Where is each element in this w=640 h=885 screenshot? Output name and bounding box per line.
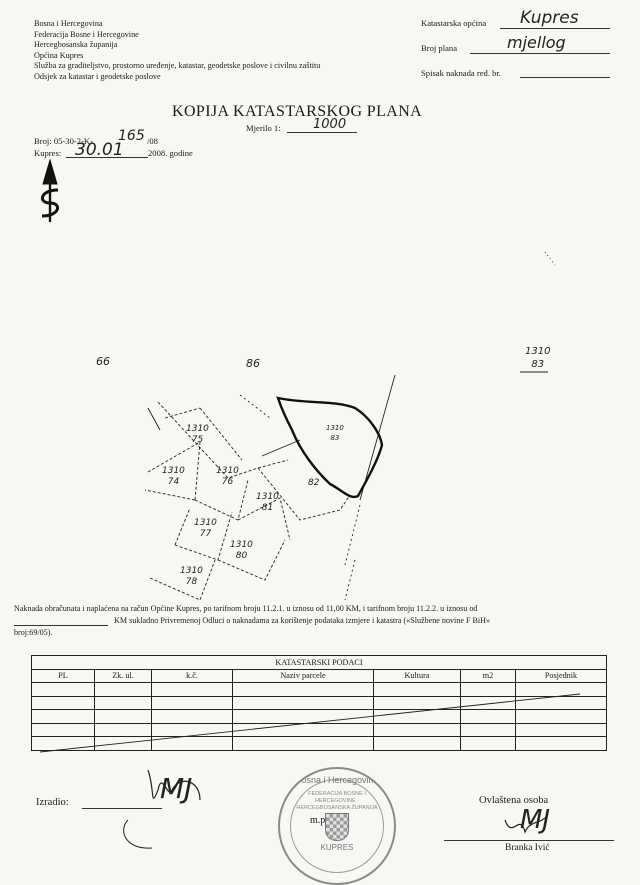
header-line-canton: Hercegbosanska županija: [34, 40, 118, 50]
fee-note-line2-row: [14, 615, 630, 627]
parcel-1310-81: [256, 492, 279, 514]
stamp-top-text: Bosna i Hercegovina: [295, 775, 379, 785]
parcel-number: 1310: [326, 424, 344, 432]
fee-amount-line: [14, 625, 108, 626]
parcel-sub-number: 81: [261, 503, 274, 513]
broj-plana-value: mjellog: [507, 33, 566, 52]
parcel-sub-number: 76: [221, 477, 234, 487]
legend-fraction-num: 1310: [525, 346, 551, 357]
parcel-1310-80: [230, 540, 253, 562]
parcel-number: 1310: [180, 566, 203, 576]
spisak-naknada-label: Spisak naknada red. br.: [421, 68, 501, 78]
parcel-number: 1310: [194, 518, 217, 528]
fee-note-line3: broj:69/05).: [14, 628, 53, 637]
table-row: [32, 737, 607, 751]
parcel-sub-number: 78: [185, 577, 198, 587]
cadastral-data-table: [31, 655, 607, 751]
katastarska-opcina-label: Katastarska općina: [421, 18, 487, 28]
col-pl: PL: [32, 669, 95, 683]
kupres-label: Kupres:: [34, 148, 62, 158]
parcel-number: 1310: [256, 492, 279, 502]
parcel-1310-78: [180, 566, 203, 588]
parcel-1310-75: [186, 424, 209, 446]
parcel-82: 82: [308, 478, 320, 488]
mjerilo-value: 1000: [313, 117, 347, 132]
broj-prefix: Broj: 05-30-2-K-: [34, 136, 93, 146]
highlighted-parcel-outline: [278, 398, 382, 497]
col-posjednik: Posjednik: [516, 669, 607, 683]
coat-of-arms-icon: [325, 813, 349, 841]
izradio-signature-tail: [124, 820, 152, 848]
table-row: [32, 683, 607, 697]
header-line-federation: Federacija Bosne i Hercegovine: [34, 29, 139, 39]
parcel-sub-number: 80: [235, 551, 248, 561]
fee-note-line2: KM sukladno Privremenoj Odluci o naknadama za korištenje podataka izmjere i katastra («Službene novine F BiH»: [114, 616, 491, 625]
broj-value: 165: [118, 128, 145, 144]
ovlastena-signature: MJ: [520, 805, 551, 835]
mp-label: m.p: [310, 815, 326, 826]
legend-fraction-sub: 83: [531, 359, 545, 370]
parcel-1310-77: [194, 518, 217, 540]
parcel-sub-number: 77: [199, 529, 212, 539]
parcel-number: 1310: [162, 466, 185, 476]
ovlastena-label: Ovlaštena osoba: [479, 795, 549, 806]
signer-name: Branka Ivić: [505, 843, 550, 853]
broj-plana-label: Broj plana: [421, 43, 458, 53]
parcel-sub-number: 75: [191, 435, 204, 445]
izradio-label: Izradio:: [36, 797, 69, 808]
legend-fraction: [525, 345, 550, 371]
parcel-number: 1310: [216, 466, 239, 476]
table-row: [32, 723, 607, 737]
col-kc: k.č.: [152, 669, 233, 683]
parcel-number: 1310: [186, 424, 209, 434]
table-header-row: [32, 669, 607, 683]
stamp-center-text: KUPRES: [320, 843, 354, 852]
mjerilo-label: Mjerilo 1:: [246, 123, 281, 133]
map-label-86: 86: [246, 357, 260, 370]
header-line-department: Odsjek za katastar i geodetske poslove: [34, 71, 161, 81]
parcel-number: 1310: [230, 540, 253, 550]
kupres-year: 2008. godine: [148, 148, 193, 158]
kupres-date-value: 30.01: [75, 140, 124, 160]
fee-note-line1: Naknada obračunata i naplaćena na račun Općine Kupres, po tarifnom broju 11.2.1. u iznosu od 11,00 KM, i tarifnom broju 11.2.2. u iznosu od: [14, 604, 478, 613]
izradio-signature: MJ: [160, 772, 193, 805]
izradio-line: [82, 808, 162, 809]
col-kultura: Kultura: [374, 669, 461, 683]
table-title: KATASTARSKI PODACI: [32, 656, 607, 670]
header-line-municipality: Općina Kupres: [34, 50, 84, 60]
fee-note: [14, 603, 630, 639]
col-m2: m2: [461, 669, 516, 683]
parcel-1310-74: [162, 466, 185, 488]
katastarska-opcina-value: Kupres: [520, 8, 579, 28]
map-label-66: 66: [96, 355, 110, 368]
header-line-service: Služba za graditeljstvo, prostorno uređenje, katastar, geodetske poslove i civilnu zaštitu: [34, 61, 321, 71]
header-line-country: Bosna i Hercegovina: [34, 19, 103, 28]
col-naziv-parcele: Naziv parcele: [233, 669, 374, 683]
stamp-ring-text: FEDERACIJA BOSNE I HERCEGOVINE · HERCEGBOSANSKA ŽUPANIJA: [296, 791, 378, 811]
parcel-sub-number: 74: [167, 477, 180, 487]
col-zk-ul: Zk. ul.: [95, 669, 152, 683]
parcel-sub-number: 83: [330, 434, 340, 442]
north-arrow-icon: [42, 160, 58, 222]
parcel-1310-83: [326, 423, 344, 443]
table-row: [32, 696, 607, 710]
document-title: KOPIJA KATASTARSKOG PLANA: [172, 103, 423, 120]
official-stamp: [278, 767, 396, 885]
parcel-1310-76: [216, 466, 239, 488]
ovlastena-line: [444, 840, 614, 841]
table-row: [32, 710, 607, 724]
broj-suffix: /08: [147, 136, 158, 146]
